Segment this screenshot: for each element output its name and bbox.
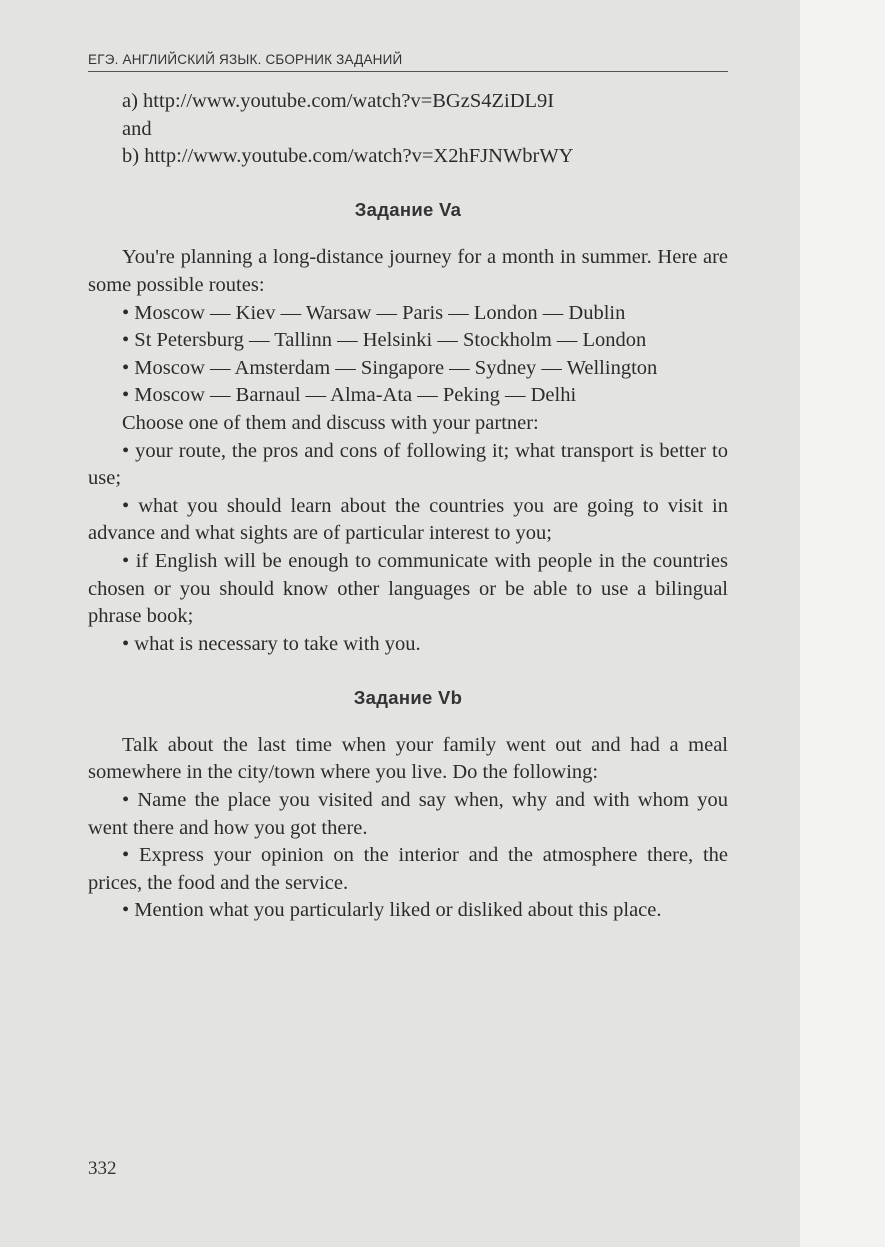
task-b-point: • Express your opinion on the interior and the atmosphere there, the prices, the food and the service.: [88, 844, 728, 894]
link-connector: and: [122, 117, 152, 140]
task-b-point: • Name the place you visited and say when, why and with whom you went there and how you got there.: [88, 789, 728, 839]
task-a-title: Задание Va: [354, 198, 462, 220]
discussion-point: • if English will be enough to communicate with people in the countries chosen or you should know other languages or be able to use a bilingual phrase book;: [88, 549, 728, 628]
task-a-intro: You're planning a long-distance journey for a month in summer. Here are some possible routes:: [88, 246, 728, 296]
scan-margin: [800, 0, 885, 1247]
video-link-b: b) http://www.youtube.com/watch?v=X2hFJNWbrWY: [122, 145, 574, 168]
route-item: • St Petersburg — Tallinn — Helsinki — Stockholm — London: [122, 329, 647, 352]
running-header: ЕГЭ. АНГЛИЙСКИЙ ЯЗЫК. СБОРНИК ЗАДАНИЙ: [88, 52, 728, 72]
route-item: • Moscow — Barnaul — Alma-Ata — Peking — Delhi: [122, 384, 577, 407]
task-b-title: Задание Vb: [353, 687, 463, 709]
task-a-instruction: Choose one of them and discuss with your partner:: [122, 411, 539, 434]
route-item: • Moscow — Amsterdam — Singapore — Sydney — Wellington: [122, 356, 658, 379]
task-b-point: • Mention what you particularly liked or disliked about this place.: [122, 899, 662, 922]
route-item: • Moscow — Kiev — Warsaw — Paris — London — Dublin: [122, 301, 626, 324]
page-content: [88, 88, 728, 925]
video-link-a: a) http://www.youtube.com/watch?v=BGzS4ZiDL9I: [122, 90, 555, 112]
task-b-intro: Talk about the last time when your family went out and had a meal somewhere in the city/town where you live. Do the following:: [88, 733, 728, 784]
discussion-point: • what is necessary to take with you.: [122, 632, 421, 655]
discussion-point: • what you should learn about the countries you are going to visit in advance and what sights are of particular interest to you;: [88, 494, 728, 545]
page-number: 332: [88, 1158, 117, 1179]
discussion-point: • your route, the pros and cons of following it; what transport is better to use;: [88, 439, 728, 490]
